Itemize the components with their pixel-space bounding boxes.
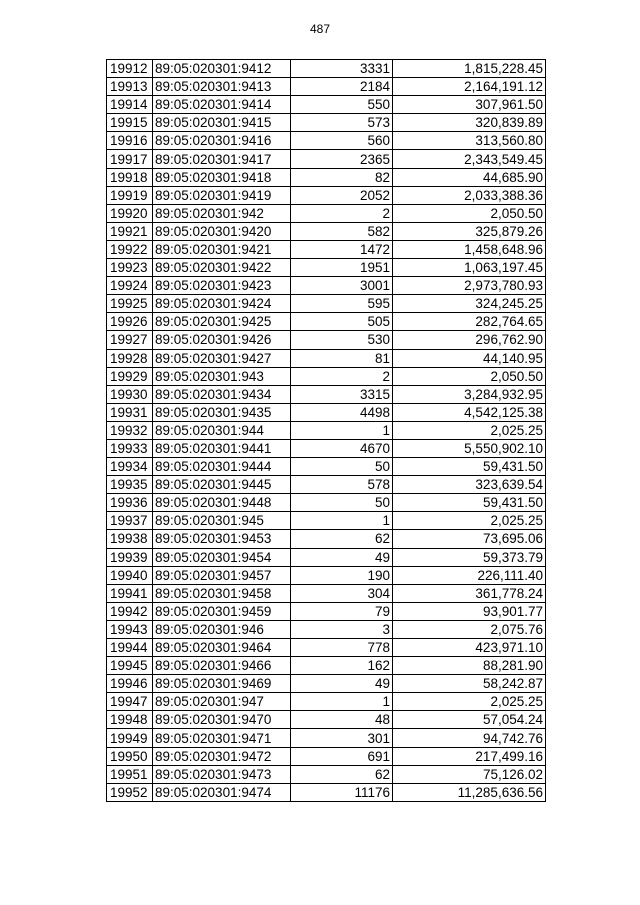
quantity-cell: 11176 xyxy=(291,783,393,801)
quantity-cell: 2184 xyxy=(291,78,393,96)
row-number-cell: 19935 xyxy=(107,476,153,494)
quantity-cell: 162 xyxy=(291,657,393,675)
quantity-cell: 505 xyxy=(291,313,393,331)
table-row xyxy=(107,476,546,494)
table-row xyxy=(107,331,546,349)
cadastral-number-cell: 89:05:020301:9435 xyxy=(153,403,291,421)
quantity-cell: 62 xyxy=(291,765,393,783)
row-number-cell: 19922 xyxy=(107,240,153,258)
table-row xyxy=(107,711,546,729)
cadastral-number-cell: 89:05:020301:9464 xyxy=(153,639,291,657)
cadastral-number-cell: 89:05:020301:945 xyxy=(153,512,291,530)
quantity-cell: 778 xyxy=(291,639,393,657)
quantity-cell: 2052 xyxy=(291,186,393,204)
amount-cell: 5,550,902.10 xyxy=(393,439,546,457)
table-row xyxy=(107,458,546,476)
amount-cell: 94,742.76 xyxy=(393,729,546,747)
amount-cell: 59,373.79 xyxy=(393,548,546,566)
cadastral-number-cell: 89:05:020301:9472 xyxy=(153,747,291,765)
row-number-cell: 19952 xyxy=(107,783,153,801)
cadastral-number-cell: 89:05:020301:9415 xyxy=(153,114,291,132)
row-number-cell: 19933 xyxy=(107,439,153,457)
row-number-cell: 19917 xyxy=(107,150,153,168)
cadastral-number-cell: 89:05:020301:9454 xyxy=(153,548,291,566)
cadastral-number-cell: 89:05:020301:9445 xyxy=(153,476,291,494)
row-number-cell: 19949 xyxy=(107,729,153,747)
amount-cell: 2,050.50 xyxy=(393,204,546,222)
table-row xyxy=(107,313,546,331)
cadastral-number-cell: 89:05:020301:9421 xyxy=(153,240,291,258)
table-row xyxy=(107,675,546,693)
amount-cell: 2,033,388.36 xyxy=(393,186,546,204)
table-row xyxy=(107,765,546,783)
cadastral-number-cell: 89:05:020301:9448 xyxy=(153,494,291,512)
row-number-cell: 19932 xyxy=(107,421,153,439)
cadastral-number-cell: 89:05:020301:9427 xyxy=(153,349,291,367)
row-number-cell: 19931 xyxy=(107,403,153,421)
cadastral-number-cell: 89:05:020301:9441 xyxy=(153,439,291,457)
cadastral-number-cell: 89:05:020301:9458 xyxy=(153,584,291,602)
amount-cell: 2,164,191.12 xyxy=(393,78,546,96)
table-row xyxy=(107,512,546,530)
quantity-cell: 4670 xyxy=(291,439,393,457)
cadastral-number-cell: 89:05:020301:9412 xyxy=(153,60,291,78)
table-row xyxy=(107,439,546,457)
row-number-cell: 19929 xyxy=(107,367,153,385)
amount-cell: 423,971.10 xyxy=(393,639,546,657)
quantity-cell: 82 xyxy=(291,168,393,186)
cadastral-number-cell: 89:05:020301:9420 xyxy=(153,222,291,240)
cadastral-number-cell: 89:05:020301:9417 xyxy=(153,150,291,168)
cadastral-number-cell: 89:05:020301:9470 xyxy=(153,711,291,729)
row-number-cell: 19923 xyxy=(107,259,153,277)
amount-cell: 44,685.90 xyxy=(393,168,546,186)
quantity-cell: 190 xyxy=(291,566,393,584)
amount-cell: 75,126.02 xyxy=(393,765,546,783)
cadastral-number-cell: 89:05:020301:943 xyxy=(153,367,291,385)
table-row xyxy=(107,78,546,96)
row-number-cell: 19939 xyxy=(107,548,153,566)
amount-cell: 44,140.95 xyxy=(393,349,546,367)
quantity-cell: 1 xyxy=(291,421,393,439)
quantity-cell: 578 xyxy=(291,476,393,494)
amount-cell: 1,458,648.96 xyxy=(393,240,546,258)
table-row xyxy=(107,349,546,367)
row-number-cell: 19942 xyxy=(107,602,153,620)
amount-cell: 323,639.54 xyxy=(393,476,546,494)
quantity-cell: 50 xyxy=(291,458,393,476)
cadastral-number-cell: 89:05:020301:9425 xyxy=(153,313,291,331)
row-number-cell: 19938 xyxy=(107,530,153,548)
amount-cell: 88,281.90 xyxy=(393,657,546,675)
row-number-cell: 19925 xyxy=(107,295,153,313)
table-row xyxy=(107,403,546,421)
table-row xyxy=(107,114,546,132)
cadastral-number-cell: 89:05:020301:9422 xyxy=(153,259,291,277)
cadastral-number-cell: 89:05:020301:9424 xyxy=(153,295,291,313)
row-number-cell: 19928 xyxy=(107,349,153,367)
cadastral-number-cell: 89:05:020301:9473 xyxy=(153,765,291,783)
quantity-cell: 49 xyxy=(291,548,393,566)
amount-cell: 226,111.40 xyxy=(393,566,546,584)
table-row xyxy=(107,277,546,295)
quantity-cell: 1472 xyxy=(291,240,393,258)
amount-cell: 57,054.24 xyxy=(393,711,546,729)
table-row xyxy=(107,494,546,512)
table-row xyxy=(107,222,546,240)
row-number-cell: 19913 xyxy=(107,78,153,96)
amount-cell: 325,879.26 xyxy=(393,222,546,240)
table-row xyxy=(107,60,546,78)
quantity-cell: 4498 xyxy=(291,403,393,421)
cadastral-number-cell: 89:05:020301:9459 xyxy=(153,602,291,620)
quantity-cell: 550 xyxy=(291,96,393,114)
table-row xyxy=(107,150,546,168)
row-number-cell: 19920 xyxy=(107,204,153,222)
amount-cell: 3,284,932.95 xyxy=(393,385,546,403)
cadastral-number-cell: 89:05:020301:942 xyxy=(153,204,291,222)
quantity-cell: 3315 xyxy=(291,385,393,403)
cadastral-number-cell: 89:05:020301:9469 xyxy=(153,675,291,693)
amount-cell: 11,285,636.56 xyxy=(393,783,546,801)
table-row xyxy=(107,693,546,711)
cadastral-number-cell: 89:05:020301:9471 xyxy=(153,729,291,747)
row-number-cell: 19946 xyxy=(107,675,153,693)
table-row xyxy=(107,259,546,277)
cadastral-number-cell: 89:05:020301:9423 xyxy=(153,277,291,295)
quantity-cell: 573 xyxy=(291,114,393,132)
row-number-cell: 19945 xyxy=(107,657,153,675)
quantity-cell: 2 xyxy=(291,367,393,385)
amount-cell: 296,762.90 xyxy=(393,331,546,349)
amount-cell: 93,901.77 xyxy=(393,602,546,620)
quantity-cell: 1 xyxy=(291,512,393,530)
quantity-cell: 2 xyxy=(291,204,393,222)
cadastral-number-cell: 89:05:020301:9444 xyxy=(153,458,291,476)
quantity-cell: 48 xyxy=(291,711,393,729)
row-number-cell: 19951 xyxy=(107,765,153,783)
quantity-cell: 1 xyxy=(291,693,393,711)
quantity-cell: 3331 xyxy=(291,60,393,78)
table-row xyxy=(107,204,546,222)
row-number-cell: 19914 xyxy=(107,96,153,114)
table-row xyxy=(107,132,546,150)
amount-cell: 4,542,125.38 xyxy=(393,403,546,421)
amount-cell: 324,245.25 xyxy=(393,295,546,313)
table-row xyxy=(107,530,546,548)
table-row xyxy=(107,783,546,801)
cadastral-number-cell: 89:05:020301:9457 xyxy=(153,566,291,584)
amount-cell: 217,499.16 xyxy=(393,747,546,765)
table-row xyxy=(107,295,546,313)
row-number-cell: 19948 xyxy=(107,711,153,729)
quantity-cell: 530 xyxy=(291,331,393,349)
amount-cell: 307,961.50 xyxy=(393,96,546,114)
row-number-cell: 19926 xyxy=(107,313,153,331)
table-row xyxy=(107,747,546,765)
table-row xyxy=(107,566,546,584)
row-number-cell: 19921 xyxy=(107,222,153,240)
cadastral-number-cell: 89:05:020301:9414 xyxy=(153,96,291,114)
quantity-cell: 582 xyxy=(291,222,393,240)
table-row xyxy=(107,639,546,657)
quantity-cell: 304 xyxy=(291,584,393,602)
row-number-cell: 19912 xyxy=(107,60,153,78)
row-number-cell: 19934 xyxy=(107,458,153,476)
row-number-cell: 19936 xyxy=(107,494,153,512)
quantity-cell: 1951 xyxy=(291,259,393,277)
quantity-cell: 2365 xyxy=(291,150,393,168)
amount-cell: 361,778.24 xyxy=(393,584,546,602)
cadastral-number-cell: 89:05:020301:9466 xyxy=(153,657,291,675)
quantity-cell: 560 xyxy=(291,132,393,150)
cadastral-number-cell: 89:05:020301:9434 xyxy=(153,385,291,403)
amount-cell: 1,063,197.45 xyxy=(393,259,546,277)
row-number-cell: 19950 xyxy=(107,747,153,765)
row-number-cell: 19943 xyxy=(107,620,153,638)
table-row xyxy=(107,240,546,258)
table-row xyxy=(107,367,546,385)
table-row xyxy=(107,602,546,620)
amount-cell: 2,025.25 xyxy=(393,421,546,439)
table-row xyxy=(107,620,546,638)
table-row xyxy=(107,421,546,439)
quantity-cell: 50 xyxy=(291,494,393,512)
cadastral-number-cell: 89:05:020301:9418 xyxy=(153,168,291,186)
table-row xyxy=(107,385,546,403)
row-number-cell: 19941 xyxy=(107,584,153,602)
amount-cell: 282,764.65 xyxy=(393,313,546,331)
amount-cell: 2,343,549.45 xyxy=(393,150,546,168)
amount-cell: 59,431.50 xyxy=(393,494,546,512)
row-number-cell: 19919 xyxy=(107,186,153,204)
amount-cell: 1,815,228.45 xyxy=(393,60,546,78)
amount-cell: 58,242.87 xyxy=(393,675,546,693)
cadastral-number-cell: 89:05:020301:9453 xyxy=(153,530,291,548)
row-number-cell: 19916 xyxy=(107,132,153,150)
row-number-cell: 19918 xyxy=(107,168,153,186)
amount-cell: 2,025.25 xyxy=(393,512,546,530)
amount-cell: 313,560.80 xyxy=(393,132,546,150)
amount-cell: 2,973,780.93 xyxy=(393,277,546,295)
quantity-cell: 62 xyxy=(291,530,393,548)
table-row xyxy=(107,548,546,566)
table-body xyxy=(107,60,546,802)
row-number-cell: 19937 xyxy=(107,512,153,530)
quantity-cell: 49 xyxy=(291,675,393,693)
table-row xyxy=(107,729,546,747)
quantity-cell: 3 xyxy=(291,620,393,638)
row-number-cell: 19944 xyxy=(107,639,153,657)
amount-cell: 2,025.25 xyxy=(393,693,546,711)
cadastral-number-cell: 89:05:020301:9416 xyxy=(153,132,291,150)
cadastral-number-cell: 89:05:020301:9419 xyxy=(153,186,291,204)
row-number-cell: 19927 xyxy=(107,331,153,349)
cadastral-number-cell: 89:05:020301:9474 xyxy=(153,783,291,801)
amount-cell: 2,050.50 xyxy=(393,367,546,385)
quantity-cell: 595 xyxy=(291,295,393,313)
amount-cell: 320,839.89 xyxy=(393,114,546,132)
quantity-cell: 79 xyxy=(291,602,393,620)
amount-cell: 2,075.76 xyxy=(393,620,546,638)
cadastral-number-cell: 89:05:020301:9426 xyxy=(153,331,291,349)
quantity-cell: 81 xyxy=(291,349,393,367)
cadastral-number-cell: 89:05:020301:947 xyxy=(153,693,291,711)
row-number-cell: 19924 xyxy=(107,277,153,295)
table-row xyxy=(107,168,546,186)
quantity-cell: 301 xyxy=(291,729,393,747)
table-row xyxy=(107,584,546,602)
quantity-cell: 3001 xyxy=(291,277,393,295)
row-number-cell: 19930 xyxy=(107,385,153,403)
table-row xyxy=(107,657,546,675)
cadastral-number-cell: 89:05:020301:946 xyxy=(153,620,291,638)
quantity-cell: 691 xyxy=(291,747,393,765)
amount-cell: 73,695.06 xyxy=(393,530,546,548)
page-number: 487 xyxy=(309,22,331,36)
cadastral-number-cell: 89:05:020301:944 xyxy=(153,421,291,439)
amount-cell: 59,431.50 xyxy=(393,458,546,476)
cadastral-number-cell: 89:05:020301:9413 xyxy=(153,78,291,96)
row-number-cell: 19947 xyxy=(107,693,153,711)
table-row xyxy=(107,186,546,204)
data-table xyxy=(106,59,546,802)
row-number-cell: 19940 xyxy=(107,566,153,584)
row-number-cell: 19915 xyxy=(107,114,153,132)
table-row xyxy=(107,96,546,114)
